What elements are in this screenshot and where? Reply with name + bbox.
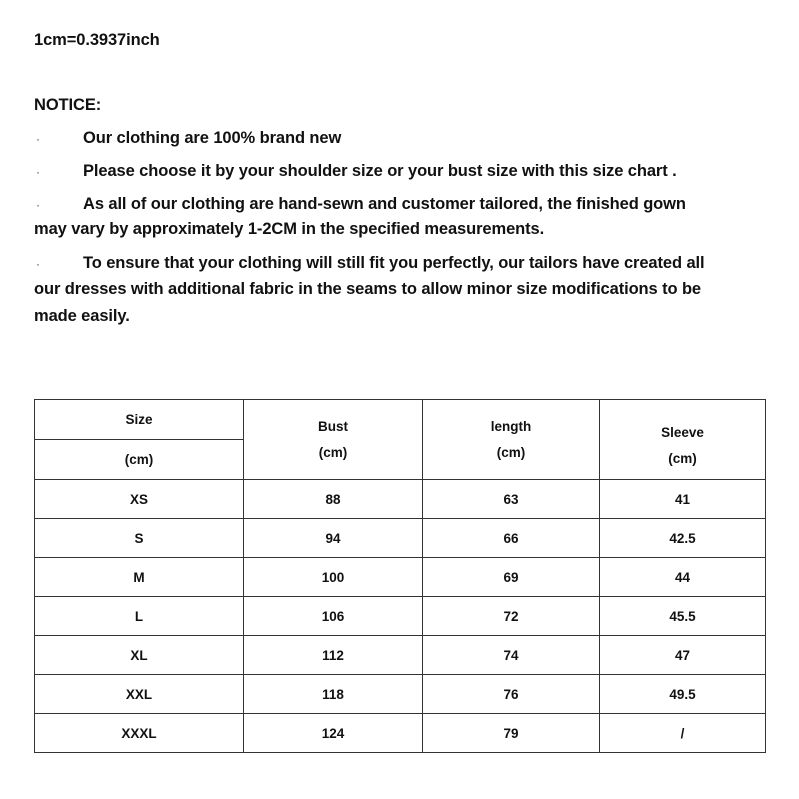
- header-length-unit: (cm): [496, 444, 526, 460]
- header-length-label: length: [490, 418, 532, 434]
- table-row: [35, 480, 766, 519]
- cell-size: XXXL: [35, 714, 244, 753]
- size-chart-table: [34, 399, 766, 753]
- unit-conversion: 1cm=0.3937inch: [34, 31, 160, 49]
- notice-line: As all of our clothing are hand-sewn and customer tailored, the finished gown: [83, 195, 686, 213]
- notice-line: To ensure that your clothing will still fit you perfectly, our tailors have created all: [83, 254, 705, 272]
- cell-sleeve: 49.5: [600, 675, 766, 714]
- table-row: [35, 519, 766, 558]
- cell-size: XS: [35, 480, 244, 519]
- cell-bust: 112: [244, 636, 423, 675]
- table-row: [35, 636, 766, 675]
- cell-size: L: [35, 597, 244, 636]
- cell-bust: 88: [244, 480, 423, 519]
- cell-bust: 106: [244, 597, 423, 636]
- cell-sleeve: 45.5: [600, 597, 766, 636]
- cell-sleeve: 41: [600, 480, 766, 519]
- cell-length: 79: [423, 714, 600, 753]
- header-size-unit: (cm): [35, 440, 244, 480]
- notice-line: Please choose it by your shoulder size or your bust size with this size chart .: [83, 162, 677, 180]
- cell-sleeve: 42.5: [600, 519, 766, 558]
- cell-size: M: [35, 558, 244, 597]
- table-row: [35, 714, 766, 753]
- notice-line: our dresses with additional fabric in the seams to allow minor size modifications to be: [34, 280, 702, 298]
- header-bust: [244, 400, 423, 480]
- table-row: [35, 675, 766, 714]
- notice-line: may vary by approximately 1-2CM in the specified measurements.: [34, 220, 545, 238]
- cell-length: 76: [423, 675, 600, 714]
- cell-length: 74: [423, 636, 600, 675]
- bullet: ·: [36, 132, 40, 146]
- cell-bust: 124: [244, 714, 423, 753]
- cell-size: S: [35, 519, 244, 558]
- notice-line: made easily.: [34, 307, 130, 325]
- header-sleeve-label: Sleeve: [661, 424, 704, 440]
- bullet: ·: [36, 257, 40, 271]
- cell-sleeve: 47: [600, 636, 766, 675]
- cell-size: XL: [35, 636, 244, 675]
- cell-bust: 94: [244, 519, 423, 558]
- cell-length: 69: [423, 558, 600, 597]
- table-row: [35, 597, 766, 636]
- cell-size: XXL: [35, 675, 244, 714]
- header-sleeve-unit: (cm): [668, 450, 697, 466]
- cell-length: 66: [423, 519, 600, 558]
- cell-length: 63: [423, 480, 600, 519]
- header-length: [423, 400, 600, 480]
- header-row: [35, 400, 766, 440]
- cell-bust: 100: [244, 558, 423, 597]
- header-sleeve: [600, 400, 766, 480]
- header-size: Size: [35, 400, 244, 440]
- bullet: ·: [36, 165, 40, 179]
- cell-length: 72: [423, 597, 600, 636]
- notice-title: NOTICE:: [34, 96, 102, 114]
- header-bust-label: Bust: [318, 418, 348, 434]
- notice-line: Our clothing are 100% brand new: [83, 129, 342, 147]
- table-row: [35, 558, 766, 597]
- header-bust-unit: (cm): [318, 444, 348, 460]
- cell-sleeve: /: [600, 714, 766, 753]
- bullet: ·: [36, 198, 40, 212]
- cell-bust: 118: [244, 675, 423, 714]
- cell-sleeve: 44: [600, 558, 766, 597]
